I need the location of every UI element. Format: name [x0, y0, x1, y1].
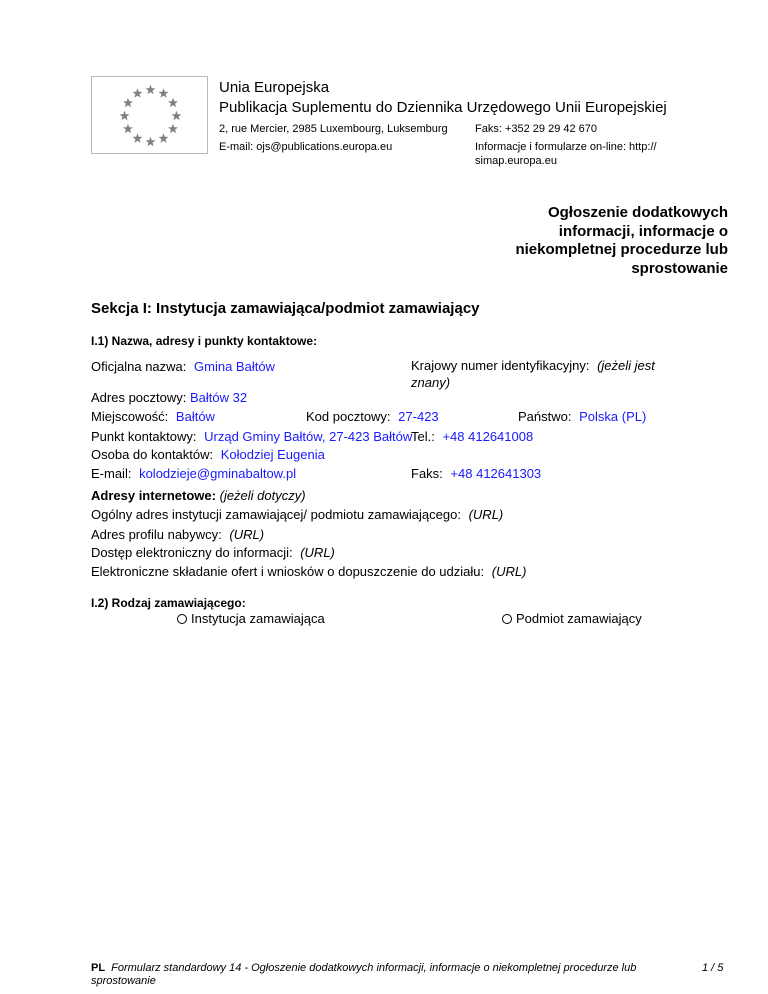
tel-label: Tel.:: [411, 429, 435, 444]
city-row: [91, 408, 215, 425]
fax-row: [411, 465, 541, 482]
country-label: Państwo:: [518, 409, 572, 424]
city-label: Miejscowość:: [91, 409, 169, 424]
national-id-note: (jeżeli jest znany): [411, 358, 655, 390]
official-name-label: Oficjalna nazwa:: [91, 359, 187, 374]
electronic-access-label: Dostęp elektroniczny do informacji:: [91, 545, 293, 560]
header-fax: Faks: +352 29 29 42 670: [475, 123, 598, 135]
buyer-profile-value: (URL): [229, 527, 265, 542]
star-icon: [159, 133, 169, 142]
electronic-submission-row: [91, 563, 526, 580]
country-row: [518, 408, 646, 425]
star-icon: [120, 111, 130, 120]
postal-label: Adres pocztowy:: [91, 390, 187, 405]
star-icon: [146, 85, 156, 94]
star-icon: [168, 98, 178, 107]
header-email: E-mail: ojs@publications.europa.eu: [219, 141, 393, 153]
fax-value: +48 412641303: [450, 466, 542, 481]
eu-flag-icon: [91, 76, 208, 154]
star-icon: [123, 124, 133, 133]
national-id-label: Krajowy numer identyfikacyjny:: [411, 358, 590, 373]
electronic-access-row: [91, 544, 335, 561]
contact-point-label: Punkt kontaktowy:: [91, 429, 197, 444]
postcode-value: 27-423: [398, 409, 439, 424]
electronic-access-value: (URL): [300, 545, 335, 560]
contact-point-value: Urząd Gminy Bałtów, 27-423 Bałtów: [204, 429, 413, 444]
subsection-heading-type: I.2) Rodzaj zamawiającego:: [91, 596, 246, 610]
header-address: 2, rue Mercier, 2985 Luxembourg, Luksemburg: [219, 123, 448, 135]
tel-row: [411, 428, 533, 445]
buyer-profile-label: Adres profilu nabywcy:: [91, 527, 222, 542]
radio-option-contracting-entity[interactable]: [502, 610, 642, 627]
electronic-submission-label: Elektroniczne składanie ofert i wniosków o dopuszczenie do udziału:: [91, 564, 485, 579]
email-row: [91, 465, 296, 482]
footer-text: Formularz standardowy 14 - Ogłoszenie dodatkowych informacji, informacje o niekompletnej procedurze lub sprostowanie: [91, 962, 637, 987]
contact-point-row: [91, 428, 412, 445]
national-id-row: [411, 358, 671, 391]
postcode-label: Kod pocztowy:: [306, 409, 391, 424]
footer: [91, 962, 691, 988]
internet-note: (jeżeli dotyczy): [219, 488, 306, 503]
electronic-submission-value: (URL): [491, 564, 527, 579]
star-icon: [146, 137, 156, 146]
contact-person-label: Osoba do kontaktów:: [91, 447, 214, 462]
postal-value: Bałtów 32: [190, 390, 248, 405]
country-value: Polska (PL): [579, 409, 647, 424]
star-icon: [159, 88, 169, 97]
eu-stars-icon: [92, 77, 209, 155]
radio-circle-icon[interactable]: [177, 614, 187, 624]
header-info: Informacje i formularze on-line: http:// simap.europa.eu: [475, 141, 657, 167]
section-title: Sekcja I: Instytucja zamawiająca/podmiot zamawiający: [91, 300, 480, 317]
postcode-row: [306, 408, 439, 425]
buyer-profile-row: [91, 526, 264, 543]
radio-option-contracting-authority[interactable]: [177, 610, 325, 627]
general-address-row: [91, 506, 503, 523]
email-value: kolodzieje@gminabaltow.pl: [139, 466, 297, 481]
contact-person-value: Kołodziej Eugenia: [220, 447, 325, 462]
official-name-value: Gmina Bałtów: [194, 359, 275, 374]
star-icon: [133, 88, 143, 97]
general-address-value: (URL): [468, 507, 504, 522]
radio-option-label: Podmiot zamawiający: [516, 611, 642, 626]
star-icon: [172, 111, 182, 120]
radio-circle-icon[interactable]: [502, 614, 512, 624]
subsection-heading: I.1) Nazwa, adresy i punkty kontaktowe:: [91, 334, 318, 348]
contact-person-row: [91, 446, 325, 463]
document-title: Ogłoszenie dodatkowych informacji, informacje o niekompletnej procedurze lub sprostowanie: [515, 204, 728, 277]
postal-row: [91, 389, 247, 406]
official-name-row: [91, 358, 275, 375]
header-publication: Publikacja Suplementu do Dziennika Urzędowego Unii Europejskiej: [219, 99, 667, 116]
internet-heading: Adresy internetowe:: [91, 488, 216, 503]
header-org: Unia Europejska: [219, 79, 330, 96]
general-address-label: Ogólny adres instytucji zamawiającej/ podmiotu zamawiającego:: [91, 507, 461, 522]
internet-heading-row: [91, 487, 306, 504]
star-icon: [133, 133, 143, 142]
tel-value: +48 412641008: [442, 429, 534, 444]
footer-lang: PL: [91, 962, 106, 974]
star-icon: [123, 98, 133, 107]
city-value: Bałtów: [175, 409, 215, 424]
radio-option-label: Instytucja zamawiająca: [191, 611, 325, 626]
page-number: 1 / 5: [702, 962, 724, 974]
fax-label: Faks:: [411, 466, 443, 481]
email-label: E-mail:: [91, 466, 132, 481]
star-icon: [168, 124, 178, 133]
